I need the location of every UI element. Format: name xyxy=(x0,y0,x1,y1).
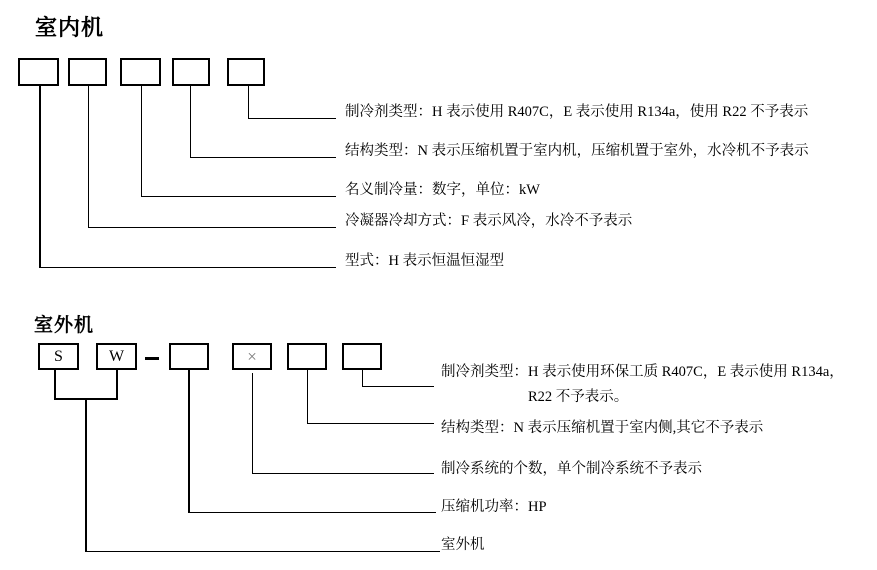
outdoor-code-box-refrigerant xyxy=(342,343,382,370)
outdoor-vline-w xyxy=(116,370,118,398)
indoor-connector-vline-type xyxy=(39,86,41,267)
outdoor-vline-structure xyxy=(307,370,308,423)
indoor-label-structure-type: 结构类型：N 表示压缩机置于室内机，压缩机置于室外，水冷机不予表示 xyxy=(345,143,809,159)
outdoor-vline-s xyxy=(54,370,56,398)
outdoor-main-stem-line xyxy=(85,398,87,551)
indoor-label-model-type: 型式：H 表示恒温恒湿型 xyxy=(345,253,505,269)
indoor-label-condenser-cooling: 冷凝器冷却方式：F 表示风冷，水冷不予表示 xyxy=(345,213,633,229)
outdoor-vline-system-count xyxy=(252,373,253,473)
indoor-code-box-type xyxy=(18,58,59,86)
outdoor-leader-line-outdoor-unit xyxy=(85,551,440,552)
indoor-connector-vline-structure xyxy=(190,86,191,157)
outdoor-label-refrigerant-type xyxy=(441,360,844,410)
indoor-label-nominal-capacity: 名义制冷量：数字，单位：kW xyxy=(345,182,540,198)
outdoor-label-system-count: 制冷系统的个数，单个制冷系统不予表示 xyxy=(441,461,702,477)
indoor-code-box-capacity xyxy=(120,58,161,86)
outdoor-label-outdoor-unit: 室外机 xyxy=(441,537,485,553)
outdoor-code-box-w: W xyxy=(96,343,137,370)
indoor-connector-vline-condenser xyxy=(88,86,89,227)
outdoor-code-box-power xyxy=(169,343,209,370)
outdoor-leader-line-refrigerant xyxy=(362,386,434,387)
indoor-connector-vline-refrigerant xyxy=(248,86,249,118)
indoor-connector-vline-capacity xyxy=(141,86,142,196)
outdoor-leader-line-structure xyxy=(307,423,434,424)
outdoor-leader-line-power xyxy=(188,512,436,513)
outdoor-code-box-structure xyxy=(287,343,327,370)
outdoor-label-refrigerant-line2: R22 不予表示。 xyxy=(528,389,629,405)
outdoor-label-refrigerant-line1: 制冷剂类型：H 表示使用环保工质 R407C，E 表示使用 R134a， xyxy=(441,364,844,380)
outdoor-vline-power xyxy=(188,370,190,513)
indoor-leader-line-condenser xyxy=(88,227,336,228)
outdoor-code-box-multiply: × xyxy=(232,343,272,370)
outdoor-label-compressor-power: 压缩机功率：HP xyxy=(441,499,547,515)
indoor-leader-line-refrigerant xyxy=(248,118,336,119)
outdoor-code-box-s: S xyxy=(38,343,79,370)
indoor-code-box-condenser xyxy=(68,58,107,86)
outdoor-leader-line-system-count xyxy=(252,473,434,474)
indoor-section-title: 室内机 xyxy=(35,15,105,40)
indoor-leader-line-structure xyxy=(190,157,336,158)
indoor-leader-line-type xyxy=(39,267,336,268)
indoor-label-refrigerant-type: 制冷剂类型：H 表示使用 R407C，E 表示使用 R134a，使用 R22 不予表示 xyxy=(345,104,809,120)
indoor-code-box-structure xyxy=(172,58,210,86)
outdoor-section-title: 室外机 xyxy=(34,315,95,336)
separator-dash-icon xyxy=(145,357,159,360)
outdoor-vline-refrigerant xyxy=(362,370,363,386)
outdoor-label-structure-type: 结构类型：N 表示压缩机置于室内侧,其它不予表示 xyxy=(441,420,764,436)
indoor-leader-line-capacity xyxy=(141,196,336,197)
indoor-code-box-refrigerant xyxy=(227,58,265,86)
